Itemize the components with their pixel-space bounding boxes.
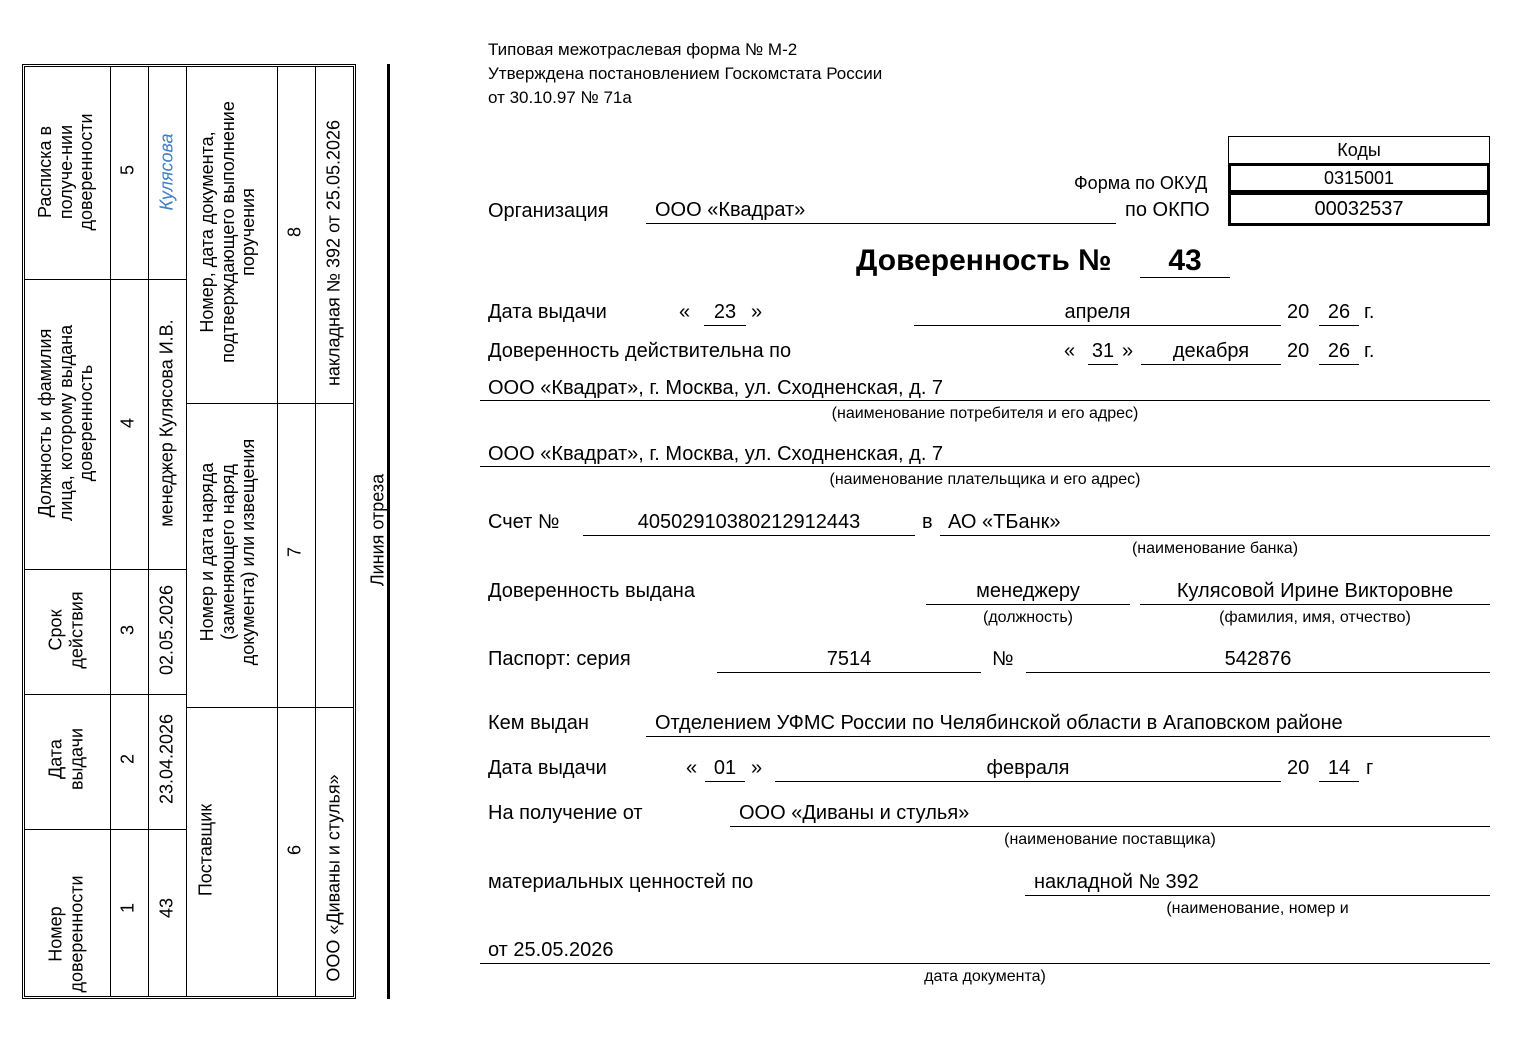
stub-header-order: Номер и дата наряда (заменяющего наряд документа) или извещения — [196, 438, 259, 666]
valid-year-underline — [1319, 364, 1359, 365]
stub-col-number: 1 — [117, 902, 138, 914]
quote-open: « — [686, 757, 698, 779]
payer-underline — [480, 466, 1490, 467]
valid-century: 20 — [1287, 340, 1310, 362]
stub-value-issue-date: 23.04.2026 — [156, 713, 177, 805]
stub-divider — [110, 67, 111, 996]
stub-col-number: 7 — [284, 546, 305, 558]
bank-name: АО «ТБанк» — [948, 511, 1061, 533]
valid-month-underline — [1141, 364, 1281, 365]
account-label: Счет № — [488, 511, 560, 533]
org-value: ООО «Квадрат» — [655, 199, 806, 221]
passport-series: 7514 — [826, 648, 872, 670]
valid-day: 31 — [1091, 340, 1115, 362]
passport-no-label: № — [992, 648, 1014, 670]
stub-header-receipt: Расписка в получе-нии доверенности — [34, 113, 97, 231]
issue-year-underline — [1319, 325, 1359, 326]
codes-box — [1228, 136, 1490, 226]
bank-caption: (наименование банка) — [1131, 540, 1299, 557]
account-number: 40502910380212912443 — [637, 511, 861, 533]
passport-month-underline — [775, 781, 1281, 782]
stub-divider — [25, 279, 186, 280]
quote-close: » — [1122, 340, 1134, 362]
passport-day-underline — [705, 781, 745, 782]
valuables-underline — [1025, 895, 1490, 896]
passport-date-label: Дата выдачи — [488, 757, 607, 779]
org-underline — [646, 223, 1116, 224]
receive-from-label: На получение от — [488, 802, 643, 824]
okud-code: 0315001 — [1228, 163, 1490, 193]
quote-close: » — [751, 757, 763, 779]
passport-year-underline — [1319, 781, 1359, 782]
stub-header-person: Должность и фамилия лица, которому выдана доверенность — [34, 324, 97, 522]
issued-by-value: Отделением УФМС России по Челябинской области в Агаповском районе — [655, 712, 1343, 734]
stub-divider — [186, 67, 187, 996]
account-in-label: в — [922, 511, 933, 533]
valid-year-suffix: г. — [1364, 340, 1375, 362]
name-underline — [1140, 604, 1490, 605]
issue-day: 23 — [713, 301, 737, 323]
quote-close: » — [751, 301, 763, 323]
issued-to-position: менеджеру — [976, 580, 1080, 602]
issue-month-underline — [914, 325, 1281, 326]
issue-date-label: Дата выдачи — [488, 301, 607, 323]
stub-divider — [315, 67, 316, 996]
document-title: Доверенность № — [856, 244, 1112, 277]
position-underline — [926, 604, 1130, 605]
passport-year: 14 — [1327, 757, 1351, 779]
form-header-line: Утверждена постановлением Госкомстата России — [488, 64, 883, 83]
doc-date-value: от 25.05.2026 — [488, 939, 614, 961]
okud-label: Форма по ОКУД — [1074, 173, 1208, 193]
issue-century: 20 — [1287, 301, 1310, 323]
passport-label: Паспорт: серия — [488, 648, 631, 670]
name-caption: (фамилия, имя, отчество) — [1219, 609, 1411, 626]
stub-value-doc: накладная № 392 от 25.05.2026 — [323, 119, 344, 387]
valid-month: декабря — [1172, 340, 1250, 362]
stub-col-number: 4 — [117, 417, 138, 429]
stub-divider — [148, 67, 149, 996]
passport-series-underline — [717, 672, 981, 673]
bank-underline — [940, 535, 1490, 536]
doc-date-caption: дата документа) — [924, 968, 1046, 985]
consumer-underline — [480, 400, 1490, 401]
valid-label: Доверенность действительна по — [488, 340, 792, 362]
stub-col-number: 2 — [117, 753, 138, 765]
stub-divider — [25, 829, 186, 830]
stub-divider — [277, 67, 278, 996]
stub-col-number: 8 — [284, 226, 305, 238]
quote-open: « — [679, 301, 691, 323]
passport-month: февраля — [986, 757, 1070, 779]
valuables-label: материальных ценностей по — [488, 871, 754, 893]
okpo-code: 00032537 — [1228, 192, 1490, 226]
passport-day: 01 — [713, 757, 737, 779]
issued-to-label: Доверенность выдана — [488, 580, 695, 602]
stub-col-number: 5 — [117, 164, 138, 176]
stub-divider — [25, 694, 186, 695]
stub-divider — [186, 707, 353, 708]
issue-year: 26 — [1327, 301, 1351, 323]
codes-title: Коды — [1228, 136, 1490, 164]
stub-header-supplier: Поставщик — [195, 803, 216, 897]
stub-divider — [186, 403, 353, 404]
valid-year: 26 — [1327, 340, 1351, 362]
issue-month: апреля — [1064, 301, 1131, 323]
form-header-line: от 30.10.97 № 71а — [488, 88, 632, 107]
supplier-underline — [730, 826, 1490, 827]
stub-value-supplier: ООО «Диваны и стулья» — [323, 774, 344, 982]
okpo-label: по ОКПО — [1125, 199, 1210, 221]
stub-col-number: 6 — [284, 844, 305, 856]
org-label: Организация — [488, 200, 609, 222]
consumer-value: ООО «Квадрат», г. Москва, ул. Сходненская, д. 7 — [488, 377, 944, 399]
valuables-caption: (наименование, номер и — [1166, 900, 1349, 917]
stub-divider — [25, 569, 186, 570]
consumer-caption: (наименование потребителя и его адрес) — [831, 405, 1139, 422]
stub-value-valid-until: 02.05.2026 — [156, 584, 177, 676]
issued-to-name: Кулясовой Ирине Викторовне — [1176, 580, 1454, 602]
stub-header-validity: Срок действия — [45, 591, 86, 669]
passport-year-suffix: г — [1366, 757, 1374, 779]
passport-number-underline — [1026, 672, 1490, 673]
payer-value: ООО «Квадрат», г. Москва, ул. Сходненская, д. 7 — [488, 443, 944, 465]
supplier-caption: (наименование поставщика) — [1004, 831, 1216, 848]
position-caption: (должность) — [983, 609, 1073, 626]
document-number: 43 — [1168, 244, 1202, 277]
valid-day-underline — [1088, 364, 1118, 365]
stub-header-number: Номер доверенности — [45, 875, 86, 993]
passport-century: 20 — [1287, 757, 1310, 779]
stub-header-doc: Номер, дата документа, подтверждающего выполнение поручения — [196, 101, 259, 363]
supplier-value: ООО «Диваны и стулья» — [739, 802, 970, 824]
stub-header-issue-date: Дата выдачи — [45, 727, 86, 791]
stub-col-number: 3 — [117, 624, 138, 636]
stub-value-person: менеджер Кулясова И.В. — [156, 319, 177, 527]
payer-caption: (наименование плательщика и его адрес) — [829, 471, 1141, 488]
stub-value-signature: Кулясова — [156, 133, 177, 211]
issue-day-underline — [704, 325, 746, 326]
form-header-line: Типовая межотраслевая форма № М-2 — [488, 40, 798, 59]
document-number-underline — [1140, 277, 1230, 278]
account-number-underline — [583, 535, 915, 536]
issue-year-suffix: г. — [1364, 301, 1375, 323]
valuables-value: накладной № 392 — [1034, 871, 1199, 893]
cut-line-label: Линия отреза — [367, 473, 388, 587]
passport-number: 542876 — [1224, 648, 1292, 670]
stub-value-number: 43 — [156, 897, 177, 919]
doc-date-underline — [480, 963, 1490, 964]
issued-by-label: Кем выдан — [488, 712, 589, 734]
quote-open: « — [1064, 340, 1076, 362]
issued-by-underline — [646, 736, 1490, 737]
